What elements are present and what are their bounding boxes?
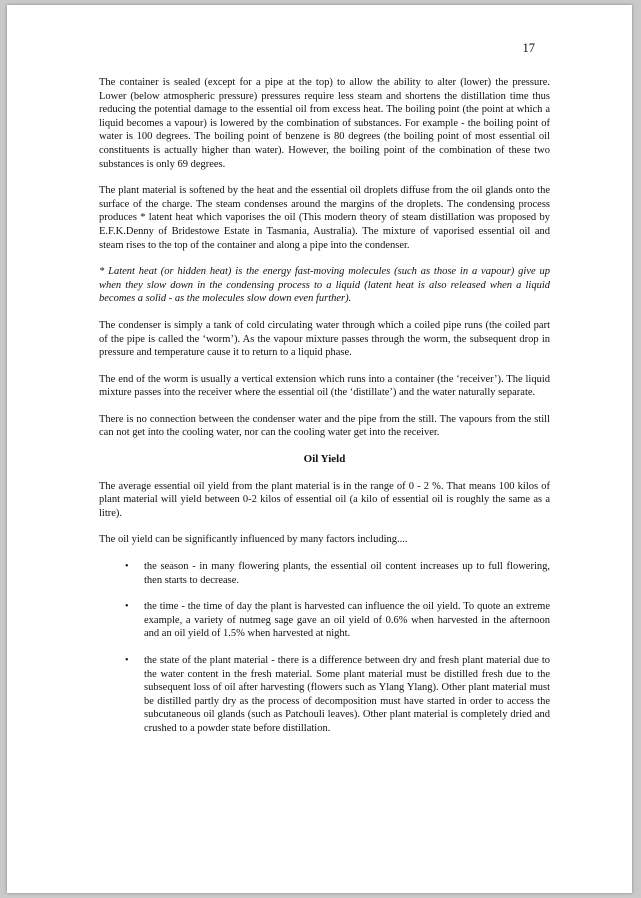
- factor-time: the time - the time of day the plant is harvested can influence the oil yield. To quote an extreme example, a variety of nutmeg sage gave an oil yield of 0.6% when harvested in the afternoon and an oil yield of 1.5% when harvested at night.: [144, 601, 550, 640]
- page-content: [99, 76, 550, 749]
- paragraph-no-connection: There is no connection between the condenser water and the pipe from the still. The vapours from the still can not get into the cooling water, nor can the cooling water get into the receiver.: [99, 413, 550, 439]
- factor-state: the state of the plant material - there is a difference between dry and fresh plant material due to the water content in the fresh material. Some plant material must be distilled fresh due to the subsequent loss of oil after harvesting (flowers such as Ylang Ylang). Other plant material must be distilled partly dry as the process of decomposition must have started in order to access the subcutaneous oil glands (such as Patchouli leaves). Other plant material is completely dried and crushed to a powder state before distillation.: [144, 655, 550, 734]
- paragraph-worm: The end of the worm is usually a vertical extension which runs into a container (the ‘receiver’). The liquid mixture passes into the receiver where the essential oil (the ‘distillate’) and the water naturally separate.: [99, 373, 550, 399]
- paragraph-plant-material: The plant material is softened by the heat and the essential oil droplets diffuse from the oil glands onto the surface of the charge. The steam condenses around the margins of the droplets. The condensing process produces * latent heat which vaporises the oil (This modern theory of steam distillation was proposed by E.F.K.Denny of Bridestowe Estate in Tasmania, Australia). The mixture of vaporised essential oil and steam rises to the top of the container and along a pipe into the condenser.: [99, 185, 550, 251]
- factors-list: [99, 560, 550, 736]
- paragraph-condenser: The condenser is simply a tank of cold circulating water through which a coiled pipe runs (the coiled part of the pipe is called the ‘worm’). As the vapour mixture passes through the worm, the subsequent drop in pressure and temperature cause it to return to a liquid phase.: [99, 319, 550, 359]
- latent-heat-note: * Latent heat (or hidden heat) is the energy fast-moving molecules (such as those in a vapour) give up when they slow down in the condensing process to a liquid (latent heat is also released when a liquid becomes a solid - as the molecules slow down even further).: [99, 266, 550, 305]
- list-item: [99, 600, 550, 641]
- bullet-icon: •: [125, 655, 129, 666]
- page-number: 17: [522, 41, 535, 55]
- paragraph-average-yield: The average essential oil yield from the plant material is in the range of 0 - 2 %. That means 100 kilos of plant material will yield between 0-2 kilos of essential oil (a kilo of essential oil is roughly the same as a litre).: [99, 480, 550, 519]
- bullet-icon: •: [125, 601, 129, 613]
- section-heading-oil-yield: Oil Yield: [303, 453, 346, 466]
- factor-season: the season - in many flowering plants, the essential oil content increases up to full flowering, then starts to decrease.: [144, 561, 550, 586]
- paragraph-factors-intro: The oil yield can be significantly influenced by many factors including....: [99, 534, 408, 546]
- list-item: [99, 654, 550, 736]
- paragraph-pressure: The container is sealed (except for a pipe at the top) to allow the ability to alter (lower) the pressure. Lower (below atmospheric pressure) pressures require less steam and shortens the distillation time thus reducing the potential damage to the essential oil from excess heat. The boiling point (the point at which a liquid becomes a vapour) is lowered by the combination of substances. For example - the boiling point of water is 100 degrees. The boiling point of benzene is 80 degrees (the boiling point of most essential oil constituents is actually higher than water). However, the boiling point of the combination of these two substances is only 69 degrees.: [99, 77, 550, 170]
- document-page: [7, 5, 632, 893]
- list-item: [99, 560, 550, 587]
- bullet-icon: •: [125, 561, 129, 573]
